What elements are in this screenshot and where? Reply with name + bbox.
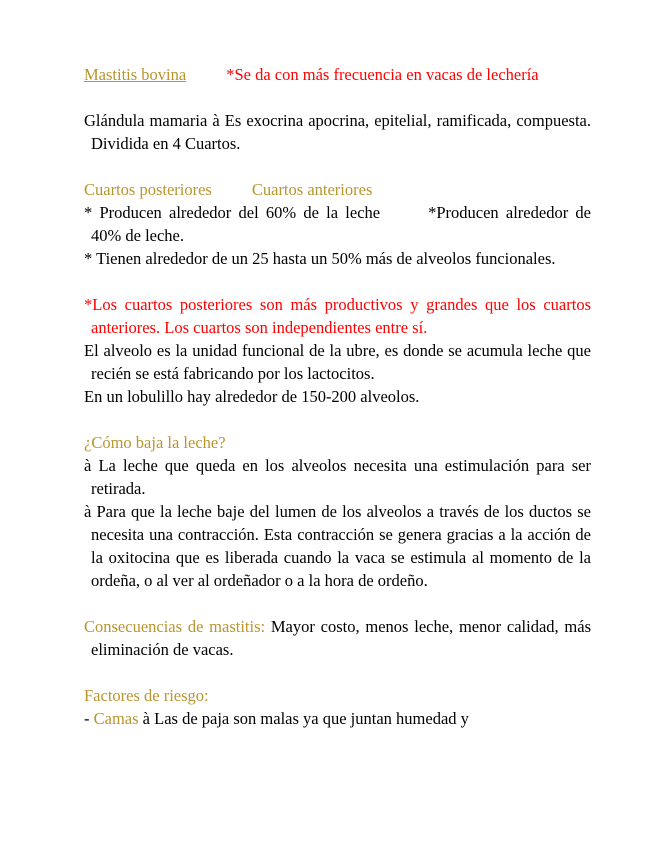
cuartos-headings bbox=[84, 178, 591, 201]
cuartos-item-2: * Tienen alrededor de un 25 hasta un 50% más de alveolos funcionales. bbox=[84, 249, 556, 268]
cuartos-item-1 bbox=[84, 201, 591, 247]
cuartos-anteriores-heading: Cuartos anteriores bbox=[251, 180, 373, 199]
baja-leche-item-2: à Para que la leche baje del lumen de los alveolos a través de los ductos se necesita una contracción. Esta contracción se genera gracias a la acción de la oxitocina que es liberada cuando la vaca se estimula al momento de la ordeña, o al ver al ordeñador o a la hora de ordeño. bbox=[84, 502, 591, 590]
cuartos-item-1-anteriores: *Producen alrededor de 40% de leche. bbox=[91, 203, 591, 245]
red-note-paragraph: *Los cuartos posteriores son más productivos y grandes que los cuartos anteriores. Los cuartos son independientes entre sí. bbox=[84, 295, 591, 337]
baja-leche-heading: ¿Cómo baja la leche? bbox=[84, 433, 226, 452]
glandula-paragraph: Glándula mamaria à Es exocrina apocrina, epitelial, ramificada, compuesta. Dividida en 4 Cuartos. bbox=[84, 111, 591, 153]
consecuencias-paragraph bbox=[84, 615, 591, 661]
factores-item-1 bbox=[84, 707, 591, 730]
title-line bbox=[84, 63, 591, 86]
factores-item-1-text: à Las de paja son malas ya que juntan humedad y bbox=[138, 709, 469, 728]
factores-heading: Factores de riesgo: bbox=[84, 686, 209, 705]
lobulillo-paragraph: En un lobulillo hay alrededor de 150-200 alveolos. bbox=[84, 387, 420, 406]
factores-item-1-label: Camas bbox=[93, 709, 139, 728]
cuartos-posteriores-heading: Cuartos posteriores bbox=[84, 180, 212, 199]
document-title: Mastitis bovina bbox=[84, 65, 187, 84]
baja-leche-item-1: à La leche que queda en los alveolos necesita una estimulación para ser retirada. bbox=[84, 456, 591, 498]
consecuencias-label: Consecuencias de mastitis: bbox=[84, 617, 266, 636]
title-note: *Se da con más frecuencia en vacas de lechería bbox=[226, 65, 539, 84]
alveolo-paragraph: El alveolo es la unidad funcional de la ubre, es donde se acumula leche que recién se está fabricando por los lactocitos. bbox=[84, 341, 591, 383]
cuartos-item-1-posteriores: * Producen alrededor del 60% de la leche bbox=[84, 203, 381, 222]
factores-item-1-dash: - bbox=[84, 709, 94, 728]
consecuencias-text: Mayor costo, menos leche, menor calidad, más eliminación de vacas. bbox=[91, 617, 592, 659]
